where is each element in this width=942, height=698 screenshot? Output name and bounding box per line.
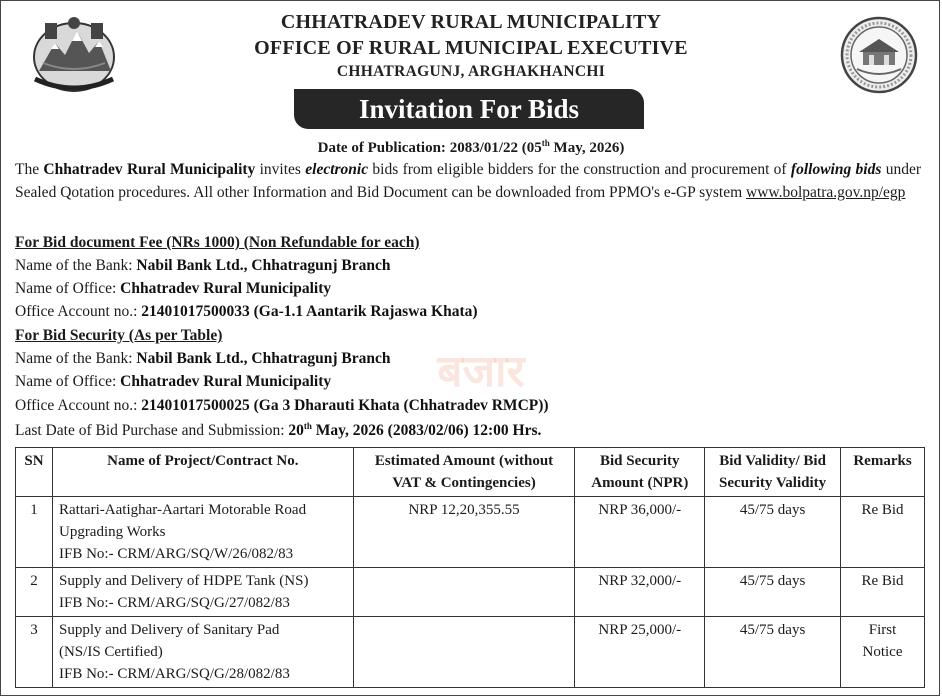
row-name-line: Upgrading Works bbox=[58, 524, 166, 540]
publication-date bbox=[201, 138, 741, 157]
header-amount bbox=[353, 448, 575, 497]
row-validity: 45/75 days bbox=[705, 568, 841, 617]
row-amount bbox=[353, 617, 575, 688]
fee-account-label: Office Account no.: bbox=[15, 303, 142, 320]
deadline-line bbox=[15, 421, 541, 440]
municipality-name: CHHATRADEV RURAL MUNICIPALITY bbox=[280, 11, 662, 33]
row-validity: 45/75 days bbox=[705, 617, 841, 688]
row-security: NRP 32,000/- bbox=[575, 568, 705, 617]
office-address: CHHATRAGUNJ, ARGHAKHANCHI bbox=[336, 63, 606, 80]
security-office-label: Name of Office: bbox=[15, 373, 121, 390]
row-security: NRP 36,000/- bbox=[575, 497, 705, 568]
intro-text: invites bbox=[255, 161, 306, 178]
table-row bbox=[16, 617, 925, 688]
row-name bbox=[52, 568, 353, 617]
row-security: NRP 25,000/- bbox=[575, 617, 705, 688]
intro-municipality: Chhatradev Rural Municipality bbox=[43, 161, 256, 178]
fee-account-line bbox=[15, 303, 478, 321]
table-row bbox=[16, 497, 925, 568]
intro-text: The bbox=[15, 161, 44, 178]
header-remarks: Remarks bbox=[841, 448, 925, 497]
fee-heading-text: For Bid document Fee (NRs 1000) (Non Refundable for each) bbox=[15, 234, 420, 251]
row-remarks bbox=[841, 568, 925, 617]
deadline-tail: May, 2026 (2083/02/06) 12:00 Hrs. bbox=[311, 422, 542, 440]
row-name-line: (NS/IS Certified) bbox=[58, 644, 163, 660]
intro-text: bids from eligible bidders for the construction and procurement of bbox=[368, 161, 791, 178]
watermark: बजार bbox=[437, 346, 525, 397]
table-row bbox=[16, 568, 925, 617]
deadline-label: Last Date of Bid Purchase and Submission: bbox=[15, 422, 289, 440]
publication-date-label: Date of Publication: bbox=[317, 140, 446, 156]
header-security bbox=[575, 448, 705, 497]
row-ifb: IFB No:- CRM/ARG/SQ/W/26/082/83 bbox=[58, 546, 294, 562]
nepal-emblem-logo bbox=[25, 13, 123, 95]
row-remarks-line: First bbox=[868, 622, 897, 638]
security-account-line bbox=[15, 397, 549, 415]
fee-bank-value: Nabil Bank Ltd., Chhatragunj Branch bbox=[136, 257, 391, 274]
header-amount-line2: VAT & Contingencies) bbox=[392, 475, 536, 491]
header-validity bbox=[705, 448, 841, 497]
row-amount: NRP 12,20,355.55 bbox=[353, 497, 575, 568]
bids-table bbox=[15, 447, 925, 688]
office-name: OFFICE OF RURAL MUNICIPAL EXECUTIVE bbox=[254, 37, 688, 59]
row-name bbox=[52, 617, 353, 688]
row-remarks-line: Re Bid bbox=[861, 502, 904, 518]
header-validity-line2: Security Validity bbox=[719, 475, 827, 491]
row-remarks bbox=[841, 497, 925, 568]
header-name: Name of Project/Contract No. bbox=[52, 448, 353, 497]
row-name-line: Supply and Delivery of Sanitary Pad bbox=[58, 622, 280, 638]
table-header-row bbox=[16, 448, 925, 497]
intro-electronic: electronic bbox=[305, 161, 369, 178]
security-bank-value: Nabil Bank Ltd., Chhatragunj Branch bbox=[136, 350, 391, 367]
header-sn: SN bbox=[16, 448, 53, 497]
intro-paragraph bbox=[15, 159, 921, 204]
security-bank-line bbox=[15, 350, 390, 368]
row-remarks-line: Notice bbox=[862, 644, 903, 660]
deadline-value: 20 bbox=[288, 422, 304, 440]
row-remarks bbox=[841, 617, 925, 688]
row-ifb: IFB No:- CRM/ARG/SQ/G/28/082/83 bbox=[58, 666, 290, 682]
header-security-line1: Bid Security bbox=[599, 453, 680, 469]
header-security-line2: Amount (NPR) bbox=[591, 475, 689, 491]
security-account-label: Office Account no.: bbox=[15, 397, 142, 414]
deadline-sup: th bbox=[303, 421, 312, 431]
fee-heading bbox=[15, 234, 420, 252]
intro-following-bids: following bids bbox=[790, 161, 882, 178]
security-office-value: Chhatradev Rural Municipality bbox=[120, 373, 332, 390]
fee-account-value: 21401017500033 (Ga-1.1 Aantarik Rajaswa Khata) bbox=[141, 303, 478, 320]
row-sn: 3 bbox=[16, 617, 53, 688]
publication-date-value: 2083/01/22 (05 bbox=[449, 140, 542, 156]
row-validity: 45/75 days bbox=[705, 497, 841, 568]
intro-text: under Sealed Qotation procedures. All other Information and Bid Document can be downloaded from PPMO's e-GP system bbox=[15, 161, 921, 201]
security-office-line bbox=[15, 373, 331, 391]
row-remarks-line: Re Bid bbox=[861, 573, 904, 589]
egp-link[interactable]: www.bolpatra.gov.np/egp bbox=[746, 183, 906, 201]
security-heading bbox=[15, 327, 222, 345]
publication-date-tail: May, 2026) bbox=[549, 140, 625, 156]
security-account-value: 21401017500025 (Ga 3 Dharauti Khata (Chhatradev RMCP)) bbox=[141, 397, 549, 414]
row-name-line: Supply and Delivery of HDPE Tank (NS) bbox=[58, 573, 309, 589]
fee-bank-line bbox=[15, 257, 390, 275]
row-sn: 1 bbox=[16, 497, 53, 568]
row-ifb: IFB No:- CRM/ARG/SQ/G/27/082/83 bbox=[58, 595, 290, 611]
row-name-line: Rattari-Aatighar-Aartari Motorable Road bbox=[58, 502, 307, 518]
municipality-seal-logo bbox=[839, 15, 919, 95]
security-bank-label: Name of the Bank: bbox=[15, 350, 137, 367]
header-amount-line1: Estimated Amount (without bbox=[374, 453, 554, 469]
fee-office-value: Chhatradev Rural Municipality bbox=[120, 280, 332, 297]
header-validity-line1: Bid Validity/ Bid bbox=[719, 453, 826, 469]
row-sn: 2 bbox=[16, 568, 53, 617]
fee-office-line bbox=[15, 280, 331, 298]
publication-date-sup: th bbox=[541, 138, 550, 148]
fee-bank-label: Name of the Bank: bbox=[15, 257, 137, 274]
row-name bbox=[52, 497, 353, 568]
security-heading-text: For Bid Security (As per Table) bbox=[15, 327, 223, 344]
notice-title-banner: Invitation For Bids bbox=[294, 89, 644, 129]
fee-office-label: Name of Office: bbox=[15, 280, 121, 297]
row-amount bbox=[353, 568, 575, 617]
